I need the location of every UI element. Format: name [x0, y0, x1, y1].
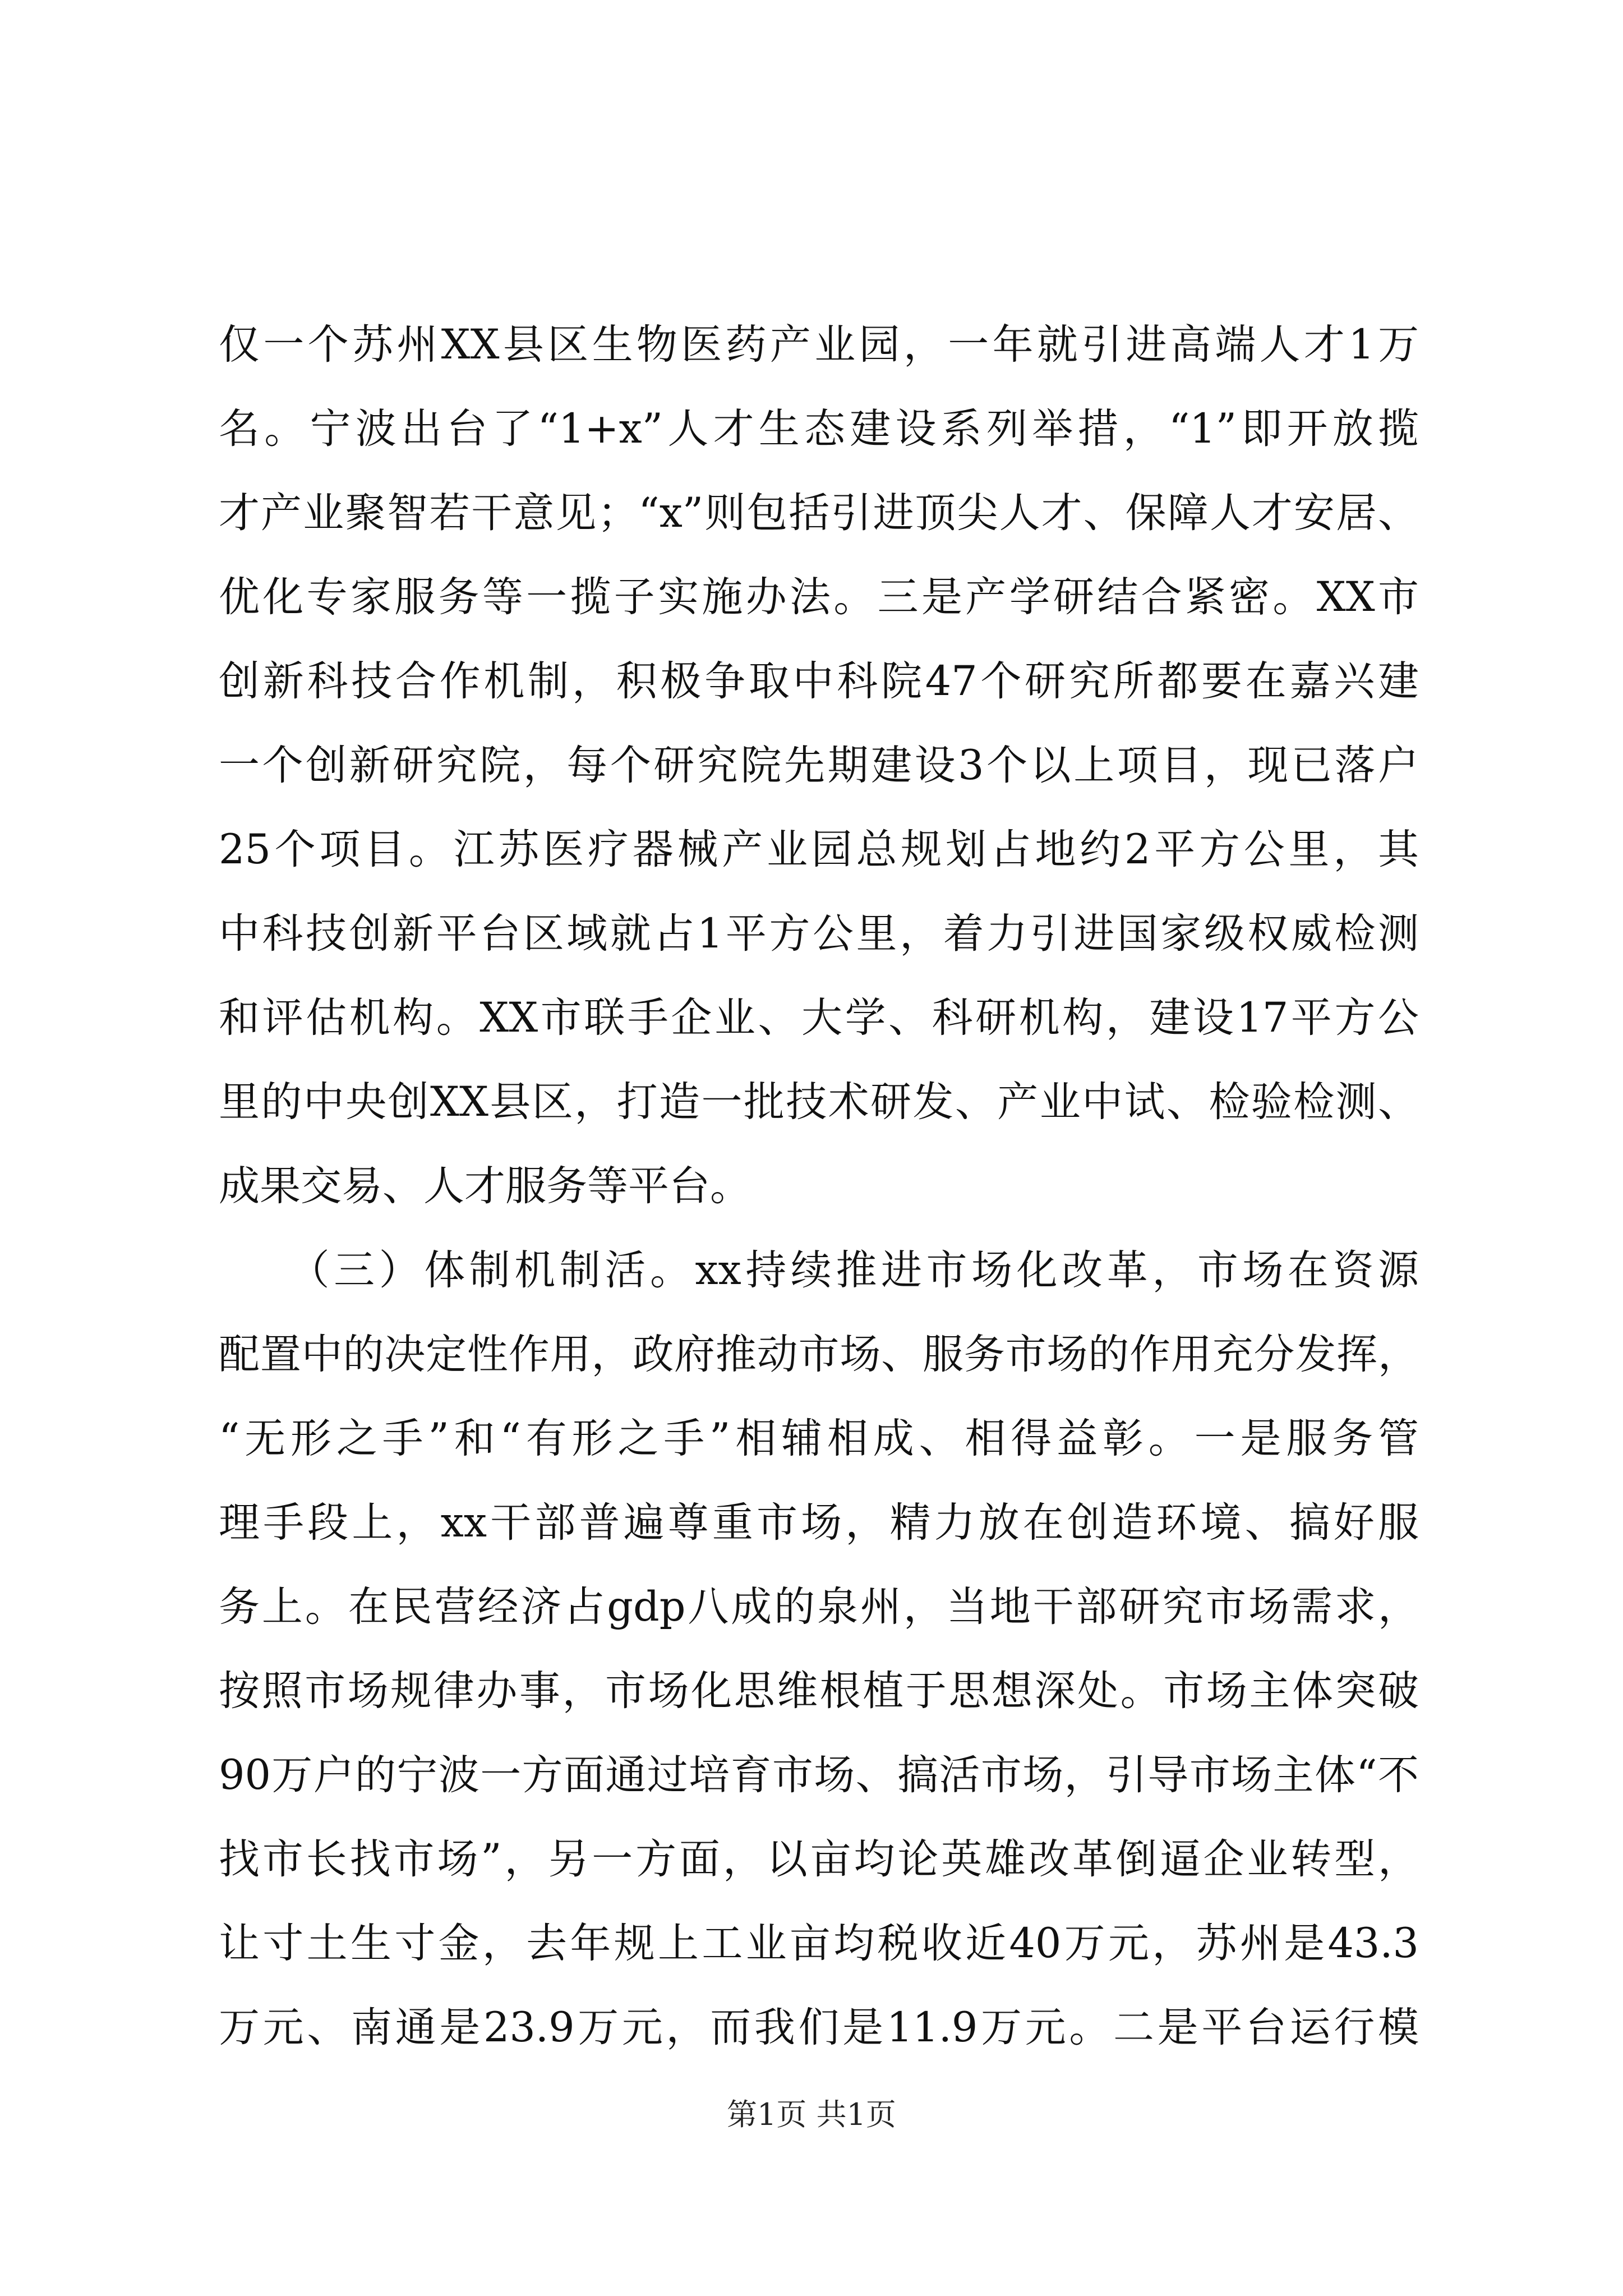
text-line: 和评估机构。XX市联手企业、大学、科研机构，建设17平方公 [219, 994, 1419, 1042]
text-line: 才产业聚智若干意见；“x”则包括引进顶尖人才、保障人才安居、 [219, 489, 1419, 537]
text-line: 理手段上，xx干部普遍尊重市场，精力放在创造环境、搞好服 [219, 1499, 1419, 1547]
text-line: 找市长找市场”，另一方面，以亩均论英雄改革倒逼企业转型， [219, 1835, 1419, 1883]
text-line: 按照市场规律办事，市场化思维根植于思想深处。市场主体突破 [219, 1667, 1419, 1715]
text-line: 成果交易、人才服务等平台。 [219, 1162, 751, 1210]
text-line: 万元、南通是23.9万元，而我们是11.9万元。二是平台运行模 [219, 2004, 1419, 2051]
text-line: 优化专家服务等一揽子实施办法。三是产学研结合紧密。XX市 [219, 573, 1419, 621]
body-text [219, 303, 1419, 2070]
text-line: 务上。在民营经济占gdp八成的泉州，当地干部研究市场需求， [219, 1583, 1419, 1631]
text-line: 90万户的宁波一方面通过培育市场、搞活市场，引导市场主体“不 [219, 1751, 1419, 1799]
page-footer: 第1页 共1页 [727, 2097, 896, 2132]
text-line: 配置中的决定性作用，政府推动市场、服务市场的作用充分发挥， [219, 1331, 1419, 1378]
text-line: 中科技创新平台区域就占1平方公里，着力引进国家级权威检测 [219, 910, 1419, 958]
text-line: 仅一个苏州XX县区生物医药产业园，一年就引进高端人才1万 [219, 321, 1419, 369]
text-line: 里的中央创XX县区，打造一批技术研发、产业中试、检验检测、 [219, 1078, 1419, 1126]
text-line: （三）体制机制活。xx持续推进市场化改革，市场在资源 [219, 1246, 1419, 1294]
text-line: 让寸土生寸金，去年规上工业亩均税收近40万元，苏州是43.3 [219, 1920, 1419, 1967]
text-line: 名。宁波出台了“1+x”人才生态建设系列举措，“1”即开放揽 [219, 405, 1419, 453]
text-line: 25个项目。江苏医疗器械产业园总规划占地约2平方公里，其 [219, 826, 1419, 873]
text-line: 创新科技合作机制，积极争取中科院47个研究所都要在嘉兴建 [219, 657, 1419, 705]
text-line: “无形之手”和“有形之手”相辅相成、相得益彰。一是服务管 [219, 1415, 1419, 1462]
text-line: 一个创新研究院，每个研究院先期建设3个以上项目，现已落户 [219, 742, 1419, 789]
